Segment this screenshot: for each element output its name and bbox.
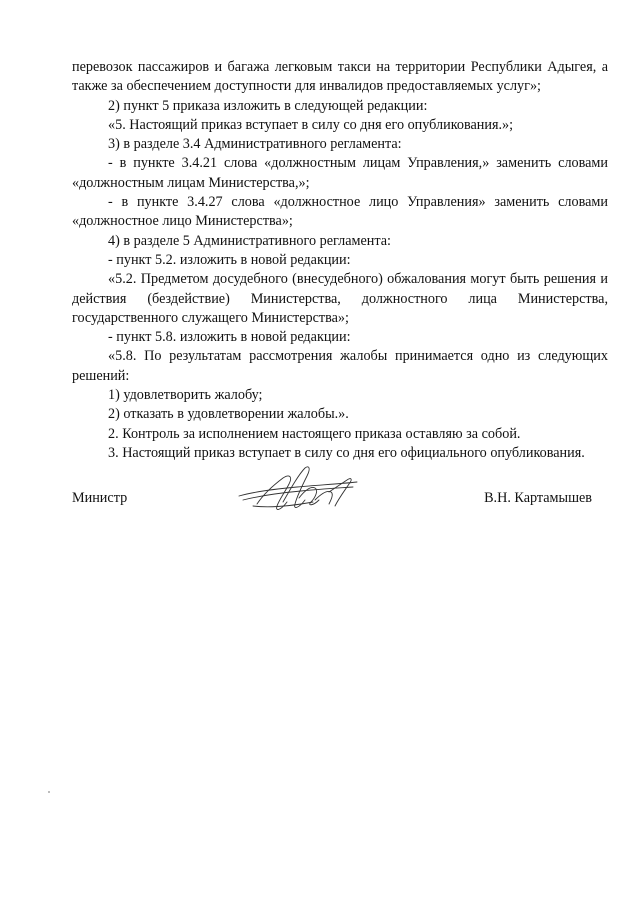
- paragraph-item-2: 2) пункт 5 приказа изложить в следующей редакции:: [108, 97, 428, 114]
- paragraph-point-3-4-27: - в пункте 3.4.27 слова «должностное лицо Управления» заменить словами «должностное лицо Министерства»;: [72, 194, 608, 230]
- paragraph-point-5-8: - пункт 5.8. изложить в новой редакции:: [108, 329, 351, 346]
- paragraph-quote-5-2: «5.2. Предметом досудебного (внесудебного) обжалования могут быть решения и действия (бездействие) Министерства, должностного лица Министерства, государственного служащего Министерства»;: [72, 271, 608, 326]
- paragraph-item-4: 4) в разделе 5 Административного регламента:: [108, 232, 391, 249]
- paragraph-quote-5: «5. Настоящий приказ вступает в силу со дня его опубликования.»;: [108, 116, 514, 133]
- paragraph-item-3: 3) в разделе 3.4 Административного регламента:: [108, 136, 402, 153]
- signature-block: [72, 482, 608, 522]
- document-body: [72, 58, 608, 463]
- paragraph-option-2: 2) отказать в удовлетворении жалобы.».: [108, 406, 349, 423]
- paragraph-point-3-4-21: - в пункте 3.4.21 слова «должностным лицам Управления,» заменить словами «должностным лицам Министерства,»;: [72, 155, 608, 191]
- signatory-name: В.Н. Картамышев: [484, 490, 592, 506]
- paragraph-control: 2. Контроль за исполнением настоящего приказа оставляю за собой.: [108, 425, 521, 442]
- paragraph-option-1: 1) удовлетворить жалобу;: [108, 387, 263, 404]
- paragraph-effective: 3. Настоящий приказ вступает в силу со дня его официального опубликования.: [108, 444, 585, 461]
- paragraph-quote-5-8: «5.8. По результатам рассмотрения жалобы принимается одно из следующих решений:: [72, 348, 608, 384]
- scan-speck: [48, 791, 50, 793]
- handwritten-signature: [235, 462, 365, 520]
- signatory-title: Министр: [72, 490, 128, 506]
- paragraph-continuation: перевозок пассажиров и багажа легковым такси на территории Республики Адыгея, а также за обеспечением доступности для инвалидов предоставляемых услуг»;: [72, 59, 608, 95]
- paragraph-point-5-2: - пункт 5.2. изложить в новой редакции:: [108, 251, 351, 268]
